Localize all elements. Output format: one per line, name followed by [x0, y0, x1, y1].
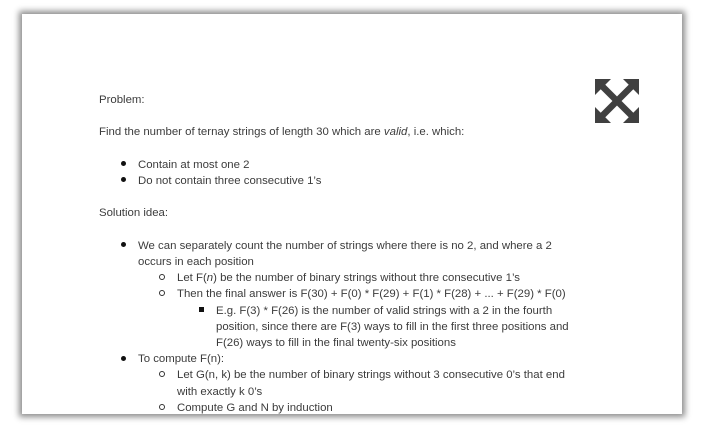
- idea-2-text: To compute F(n):: [138, 353, 225, 366]
- solution-list: [99, 238, 619, 414]
- valid-term: valid: [383, 126, 408, 139]
- document-slide: [22, 14, 682, 414]
- idea-1-line-2: occurs in each position: [138, 255, 254, 268]
- example-line-2: position, since there are F(3) ways to fill in the first three positions and: [216, 320, 569, 333]
- sub-1a-end: ) be the number of binary strings without thre consecutive 1’s: [213, 272, 520, 285]
- sub-2a-line-2: with exactly k 0’s: [177, 385, 263, 398]
- list-item: [99, 367, 619, 399]
- hollow-bullet-icon: [154, 270, 170, 286]
- solution-heading: Solution idea:: [99, 207, 169, 220]
- sub-2b-text: Compute G and N by induction: [177, 401, 333, 414]
- problem-heading: Problem:: [99, 94, 145, 106]
- list-item: [99, 270, 619, 286]
- example-line-3: F(26) ways to fill in the final twenty-six positions: [216, 336, 456, 349]
- square-bullet-icon: [193, 303, 209, 319]
- conditions-list: [99, 157, 619, 189]
- list-item: [99, 173, 619, 189]
- sub-1b-text: Then the final answer is F(30) + F(0) * F(29) + F(1) * F(28) + ... + F(29) * F(0): [177, 288, 566, 301]
- list-item: [99, 286, 619, 302]
- sub-2a-line-1: Let G(n, k) be the number of binary strings without 3 consecutive 0’s that end: [177, 369, 565, 382]
- sub-1a-var: n: [206, 272, 214, 285]
- example-line-1: E.g. F(3) * F(26) is the number of valid strings with a 2 in the fourth: [216, 304, 553, 317]
- list-item: [99, 157, 619, 173]
- idea-1-line-1: We can separately count the number of strings where there is no 2, and where a 2: [138, 239, 552, 252]
- hollow-bullet-icon: [154, 286, 170, 302]
- list-item: [99, 238, 619, 270]
- bullet-icon: [115, 238, 131, 254]
- bullet-icon: [115, 173, 131, 189]
- bullet-icon: [115, 157, 131, 173]
- problem-text-end: , i.e. which:: [407, 126, 465, 139]
- problem-text-start: Find the number of ternay strings of length 30 which are: [99, 126, 384, 139]
- problem-statement: [99, 124, 619, 140]
- hollow-bullet-icon: [154, 367, 170, 383]
- hollow-bullet-icon: [154, 400, 170, 414]
- list-item: [99, 303, 619, 352]
- document-content: [99, 92, 619, 414]
- list-item: [99, 351, 619, 367]
- sub-1a-start: Let F(: [177, 272, 207, 285]
- bullet-icon: [115, 351, 131, 367]
- condition-text: Contain at most one 2: [138, 158, 250, 171]
- list-item: [99, 400, 619, 414]
- condition-text: Do not contain three consecutive 1’s: [138, 174, 322, 187]
